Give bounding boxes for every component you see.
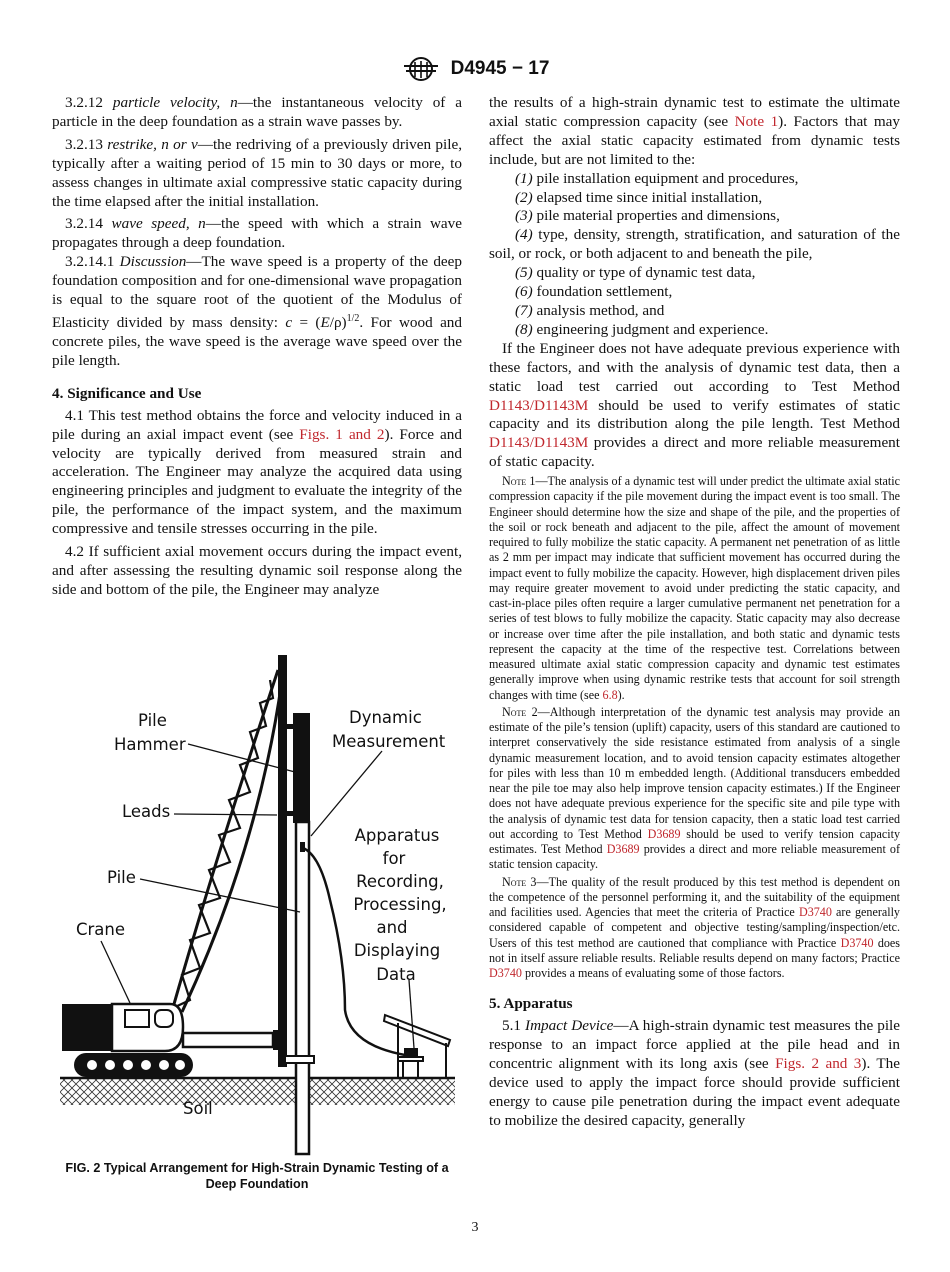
paragraph-4-2: 4.2 If sufficient axial movement occurs during the impact event, and after assessing the resulting dynamic soil response along the side and bottom of the pile, the Engineer may analyze — [52, 543, 462, 598]
label-apparatus-line: Apparatus — [354, 826, 440, 845]
paragraph-5-1: 5.1 Impact Device—A high-strain dynamic test measures the pile response to an impact force applied at the pile head and in concentric alignment with its long axis (see Figs. 2 and 3). The device used to apply the impact force should provide sufficient energy to cause pile penetration during the impact event adequate to mobilize the desired capacity, generally — [489, 1017, 901, 1129]
pile — [296, 822, 309, 1154]
list-item: (5) quality or type of dynamic test data, — [515, 264, 756, 282]
pile-hammer — [287, 713, 310, 823]
section-5-heading: 5. Apparatus — [489, 995, 573, 1013]
astm-logo-icon — [401, 57, 441, 81]
paragraph-3-2-13: 3.2.13 restrike, n or v—the redriving of a previously driven pile, typically after a waiting period of 15 min to 30 days or more, to assess changes in ultimate axial compressive static capacity during the time elapsed after the initial installation. — [52, 135, 463, 210]
d1143-link[interactable]: D1143/D1143M — [489, 396, 589, 414]
label-pile: Pile — [107, 868, 136, 887]
factor-list — [489, 170, 900, 340]
label-crane: Crane — [76, 920, 126, 939]
paragraph-4-2-continued: the results of a high-strain dynamic test to estimate the ultimate axial static compression capacity (see Note 1). Factors that may affect the axial static capacity estimated from dynamic tests include, but are not limited to the: — [489, 94, 900, 168]
figure-2-diagram — [40, 640, 480, 1200]
standard-designation: D4945 − 17 — [450, 58, 550, 79]
page-number: 3 — [471, 1220, 479, 1235]
label-apparatus-line: Displaying — [353, 941, 441, 960]
figure-caption — [52, 1160, 462, 1192]
crane-body — [62, 1004, 279, 1077]
label-pile-hammer-2: Hammer — [114, 735, 186, 754]
d3740-link[interactable]: D3740 — [840, 935, 874, 950]
label-apparatus-line: Data — [376, 965, 416, 984]
d3689-link[interactable]: D3689 — [606, 842, 640, 857]
note-1-link[interactable]: Note 1 — [734, 112, 779, 130]
paragraph-3-2-14: 3.2.14 wave speed, n—the speed with which a strain wave propagates through a deep foundation. — [52, 215, 462, 252]
d1143-link[interactable]: D1143/D1143M — [489, 434, 589, 452]
caption-line: Deep Foundation — [205, 1177, 309, 1191]
d3740-link[interactable]: D3740 — [798, 905, 832, 920]
label-apparatus-line: and — [376, 918, 408, 937]
note-3: Note 3—The quality of the result produced by this test method is dependent on the competence of the personnel performing it, and the suitability of the equipment and facilities used. Agencies that meet the criteria of Practice D3740 are generally considered capable of competent and objective testing/sampling/inspection/etc. Users of this test method are cautioned that compliance with Practice D3740 does not in itself assure reliable results. Reliable results depend on many factors; Practice D3740 provides a means of evaluating some of those factors. — [489, 874, 900, 981]
list-item: (1) pile installation equipment and procedures, — [515, 169, 799, 187]
note-1: Note 1—The analysis of a dynamic test will under predict the ultimate axial static compression capacity if the pile movement during the impact event is too small. The Engineer should determine how the size and shape of the pile, and the properties of the soil or rock beneath and adjacent to the pile, affect the amount of movement required to fully mobilize the static capacity. A permanent net penetration of as little as 2 mm per impact may indicate that sufficient movement has occurred during the impact event to fully mobilize the capacity. However, high displacement driven piles may require greater movement to avoid under predicting the static capacity, and cast-in-place piles often require a larger cumulative permanent net penetration for a series of test blows to fully mobilize the capacity. Static capacity may also decrease or increase over time after the pile installation, and both static and dynamic tests represent the capacity at the time of the respective test. Correlations between measured ultimate axial static compression capacity and dynamic test estimates generally improve when using dynamic restrike tests that account for soil strength changes with time (see 6.8). — [489, 474, 900, 702]
sensor — [300, 842, 305, 852]
label-apparatus-line: Recording, — [356, 872, 444, 891]
soil-ground — [60, 1078, 455, 1105]
label-apparatus-line: for — [382, 849, 406, 868]
d3689-link[interactable]: D3689 — [647, 826, 681, 841]
data-station — [384, 1015, 450, 1078]
list-item: (6) foundation settlement, — [515, 283, 673, 301]
d3740-link[interactable]: D3740 — [489, 966, 522, 981]
page-header — [0, 57, 950, 81]
paragraph-engineer: If the Engineer does not have adequate previous experience with these factors, and with the analysis of dynamic test data, then a static load test carried out according to Test Method D1143/D1143M should be used to verify estimates of static capacity and its distribution along the pile length. Test Method D1143/D1143M provides a direct and more reliable measurement of static capacity. — [489, 339, 900, 471]
paragraph-4-1: 4.1 This test method obtains the force and velocity induced in a pile during an axial impact event (see Figs. 1 and 2). Force and velocity are typically derived from measured strain and acceleration. The Engineer may analyze the acquired data using engineering principles and judgment to evaluate the integrity of the pile, the performance of the impact system, and the maximum compressive and tensile stresses occurring in the pile. — [52, 406, 462, 538]
label-soil: Soil — [183, 1099, 213, 1118]
label-dynamic-1: Dynamic — [349, 708, 422, 727]
list-item: (8) engineering judgment and experience. — [515, 320, 769, 338]
caption-line: FIG. 2 Typical Arrangement for High-Strain Dynamic Testing of a — [65, 1161, 449, 1175]
paragraph-3-2-14-1: 3.2.14.1 Discussion—The wave speed is a property of the deep foundation composition and for one-dimensional wave propagation is equal to the square root of the quotient of the Modulus of Elasticity divided by mass density: $c = (E/\rho)^{1/2}$. For wood and concrete piles, the wave speed is the average wave speed over the pile length. — [52, 253, 462, 369]
crane-boom — [170, 670, 282, 1018]
leads-mast — [278, 655, 287, 1067]
figs-1-2-link[interactable]: Figs. 1 and 2 — [299, 425, 385, 443]
label-pile-hammer-1: Pile — [138, 711, 167, 730]
section-4-heading: 4. Significance and Use — [52, 384, 202, 402]
pile-collar — [285, 1056, 314, 1063]
left-column — [52, 94, 462, 600]
list-item: (4) type, density, strength, stratification, and saturation of the soil, or rock, or both adjacent to and beneath the pile, — [489, 226, 900, 263]
label-apparatus — [353, 826, 446, 984]
section-6-8-link[interactable]: 6.8 — [602, 687, 618, 702]
list-item: (3) pile material properties and dimensions, — [515, 207, 780, 225]
note-2: Note 2—Although interpretation of the dynamic test analysis may provide an estimate of the pile’s tension (uplift) capacity, users of this standard are cautioned to interpret conservatively the side resistance estimated from analysis of a single dynamic measurement location, and to avoid tension capacity estimates altogether for piles with less than 10 m embedded length. (Additional transducers embedded near the pile toe may also help improve tension capacity estimates.) If the Engineer does not have adequate previous experience for the specific site and pile type with the analysis of dynamic test data for tension capacity, then a static load test carried out according to Test Method D3689 should be used to verify tension capacity estimates. Test Method D3689 provides a direct and more reliable measurement of static tension capacity. — [489, 704, 900, 872]
label-dynamic-2: Measurement — [332, 732, 446, 751]
right-column — [489, 94, 900, 1131]
list-item: (7) analysis method, and — [515, 301, 665, 319]
figs-2-3-link[interactable]: Figs. 2 and 3 — [775, 1055, 862, 1073]
label-apparatus-line: Processing, — [353, 895, 447, 914]
paragraph-3-2-12: 3.2.12 particle velocity, n—the instantaneous velocity of a particle in the deep foundation as a strain wave passes by. — [52, 94, 463, 130]
label-leads: Leads — [122, 802, 171, 821]
list-item: (2) elapsed time since initial installation, — [515, 188, 763, 206]
